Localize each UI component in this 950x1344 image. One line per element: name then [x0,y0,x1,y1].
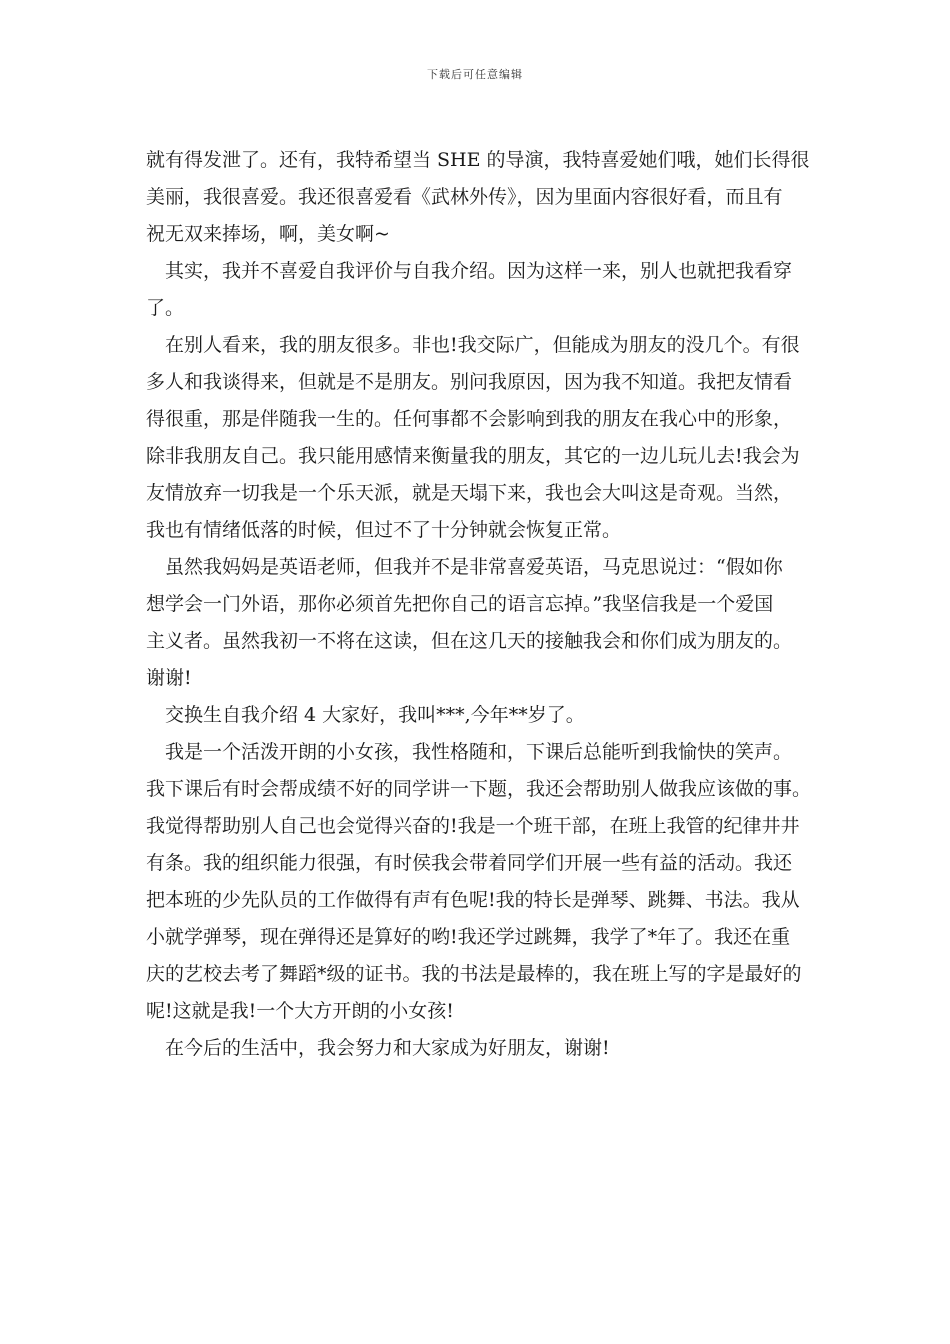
text-line: 我觉得帮助别人自己也会觉得兴奋的!我是一个班干部，在班上我管的纪律井井 [146,815,800,837]
text-line: 有条。我的组织能力很强，有时侯我会带着同学们开展一些有益的活动。我还 [146,852,793,874]
text-line: 在今后的生活中，我会努力和大家成为好朋友，谢谢! [165,1037,610,1059]
text-line: 得很重，那是伴随我一生的。任何事都不会影响到我的朋友在我心中的形象， [146,408,793,430]
document-body [146,142,811,1067]
text-line: 我也有情绪低落的时候，但过不了十分钟就会恢复正常。 [146,519,622,541]
text-line: 小就学弹琴，现在弹得还是算好的哟!我还学过跳舞，我学了*年了。我还在重 [146,926,791,948]
text-line: 庆的艺校去考了舞蹈*级的证书。我的书法是最棒的，我在班上写的字是最好的 [146,963,802,985]
text-line: 美丽，我很喜爱。我还很喜爱看《武林外传》，因为里面内容很好看，而且有 [146,186,783,208]
text-line: 祝无双来捧场，啊，美女啊~ [146,223,390,245]
text-line: 我是一个活泼开朗的小女孩，我性格随和，下课后总能听到我愉快的笑声。 [165,741,793,763]
text-line: 就有得发泄了。还有，我特希望当 SHE 的导演，我特喜爱她们哦，她们长得很 [146,149,810,171]
text-line: 我下课后有时会帮成绩不好的同学讲一下题，我还会帮助别人做我应该做的事。 [146,778,811,800]
text-line: 其实，我并不喜爱自我评价与自我介绍。因为这样一来，别人也就把我看穿 [165,260,793,282]
text-line: 交换生自我介绍 4 大家好，我叫***,今年**岁了。 [165,704,585,726]
text-line: 主义者。虽然我初一不将在这读，但在这几天的接触我会和你们成为朋友的。 [146,630,793,652]
text-line: 把本班的少先队员的工作做得有声有色呢!我的特长是弹琴、跳舞、书法。我从 [146,889,800,911]
text-line: 在别人看来，我的朋友很多。非也!我交际广，但能成为朋友的没几个。有很 [165,334,800,356]
text-line: 了。 [146,297,185,319]
text-line: 除非我朋友自己。我只能用感情来衡量我的朋友，其它的一边儿玩儿去!我会为 [146,445,800,467]
text-line: 谢谢! [146,667,192,689]
text-line: 虽然我妈妈是英语老师，但我并不是非常喜爱英语，马克思说过：“假如你 [165,556,783,578]
text-line: 多人和我谈得来，但就是不是朋友。别问我原因，因为我不知道。我把友情看 [146,371,793,393]
page-header: 下载后可任意编辑 [427,68,523,81]
text-line: 友情放弃一切我是一个乐天派，就是天塌下来，我也会大叫这是奇观。当然， [146,482,793,504]
text-line: 想学会一门外语，那你必须首先把你自己的语言忘掉。”我坚信我是一个爱国 [146,593,774,615]
text-line: 呢!这就是我!一个大方开朗的小女孩! [146,1000,454,1022]
